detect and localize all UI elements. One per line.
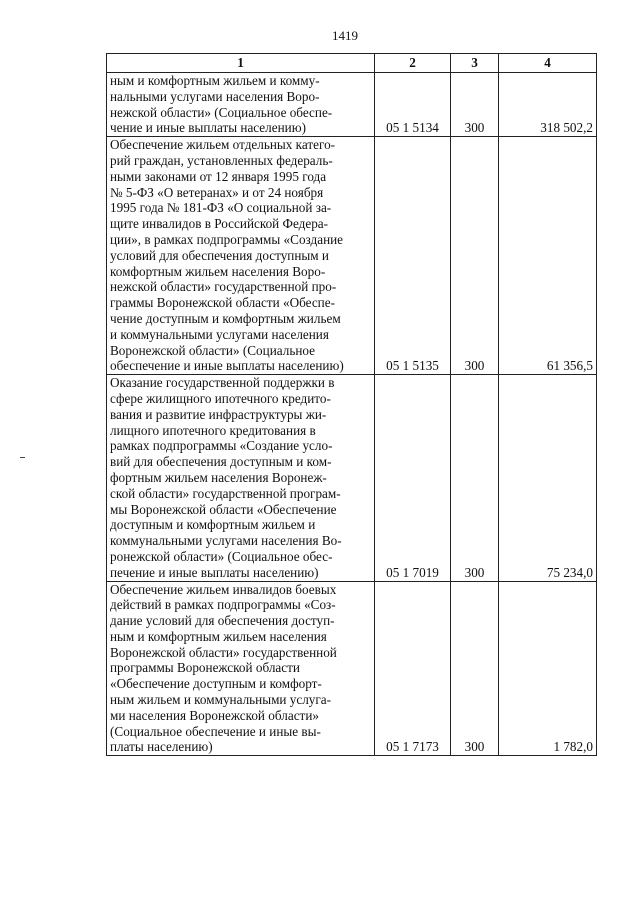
row-description	[107, 581, 375, 756]
row-type: 300	[451, 581, 499, 756]
row-type: 300	[451, 137, 499, 375]
row-description	[107, 73, 375, 137]
description-line: ным и комфортным жильем и комму-	[110, 73, 320, 88]
table-header-row	[107, 54, 597, 73]
description-line: ным и комфортным жильем населения	[110, 628, 327, 644]
description-line: Оказание государственной поддержки в	[110, 375, 335, 391]
description-line: обеспечение и иные выплаты населению)	[110, 358, 344, 374]
row-type: 300	[451, 73, 499, 137]
description-line: щите инвалидов в Российской Федера-	[110, 216, 329, 232]
description-line: нальными услугами населения Воро-	[110, 88, 320, 104]
description-line: вания и развитие инфраструктуры жи-	[110, 406, 327, 422]
description-line: Обеспечение жильем инвалидов боевых	[110, 581, 337, 597]
description-line: дание условий для обеспечения доступ-	[110, 613, 335, 629]
description-line: программы Воронежской области	[110, 660, 300, 676]
description-line: Воронежской области» (Социальное	[110, 342, 315, 358]
row-code: 05 1 7173	[375, 581, 451, 756]
description-line: ными законами от 12 января 1995 года	[110, 168, 327, 184]
description-line: мы Воронежской области «Обеспечение	[110, 501, 337, 517]
description-line: Обеспечение жильем отдельных катего-	[110, 137, 336, 153]
header-col-2: 2	[375, 54, 451, 73]
row-amount: 1 782,0	[499, 581, 597, 756]
description-line: вий для обеспечения доступным и ком-	[110, 454, 332, 470]
header-col-4: 4	[499, 54, 597, 73]
description-line: граммы Воронежской области «Обеспе-	[110, 295, 335, 311]
row-code: 05 1 5135	[375, 137, 451, 375]
header-col-1: 1	[107, 54, 375, 73]
row-code: 05 1 7019	[375, 375, 451, 581]
description-line: Воронежской области» государственной	[110, 644, 337, 660]
description-line: лищного ипотечного кредитования в	[110, 422, 316, 438]
description-line: сфере жилищного ипотечного кредито-	[110, 390, 331, 406]
description-line: № 5-ФЗ «О ветеранах» и от 24 ноября	[110, 184, 324, 200]
description-line: печение и иные выплаты населению)	[110, 564, 319, 580]
description-line: 1995 года № 181-ФЗ «О социальной за-	[110, 200, 332, 216]
table-row	[107, 73, 597, 137]
description-line: коммунальными услугами населения Во-	[110, 533, 342, 549]
description-line: нежской области» (Социальное обеспе-	[110, 104, 333, 120]
description-line: действий в рамках подпрограммы «Соз-	[110, 597, 336, 613]
description-line: «Обеспечение доступным и комфорт-	[110, 676, 322, 692]
description-line: комфортным жильем населения Воро-	[110, 263, 326, 279]
row-amount: 75 234,0	[499, 375, 597, 581]
description-line: платы населению)	[110, 739, 213, 755]
table-row	[107, 375, 597, 581]
page-number: 1419	[332, 28, 358, 43]
stray-mark	[20, 457, 25, 458]
description-line: и коммунальными услугами населения	[110, 326, 329, 342]
row-type: 300	[451, 375, 499, 581]
budget-table	[106, 53, 597, 756]
description-line: ронежской области» (Социальное обес-	[110, 548, 333, 564]
description-line: ской области» государственной програм-	[110, 485, 341, 501]
description-line: нежской области» государственной про-	[110, 279, 337, 295]
description-line: ции», в рамках подпрограммы «Создание	[110, 231, 344, 247]
description-line: рамках подпрограммы «Создание усло-	[110, 438, 333, 454]
description-line: доступным и комфортным жильем и	[110, 517, 316, 533]
row-amount: 318 502,2	[499, 73, 597, 137]
table-body	[107, 73, 597, 756]
description-line: рий граждан, установленных федераль-	[110, 152, 333, 168]
table-row	[107, 137, 597, 375]
description-line: чение и иные выплаты населению)	[110, 120, 306, 136]
description-line: чение доступным и комфортным жильем	[110, 310, 341, 326]
row-description	[107, 137, 375, 375]
header-col-3: 3	[451, 54, 499, 73]
row-code: 05 1 5134	[375, 73, 451, 137]
table-row	[107, 581, 597, 756]
description-line: ным жильем и коммунальными услуга-	[110, 692, 332, 708]
description-line: условий для обеспечения доступным и	[110, 247, 329, 263]
row-amount: 61 356,5	[499, 137, 597, 375]
description-line: ми населения Воронежской области»	[110, 707, 319, 723]
description-line: фортным жильем населения Воронеж-	[110, 469, 327, 485]
row-description	[107, 375, 375, 581]
description-line: (Социальное обеспечение и иные вы-	[110, 723, 321, 739]
